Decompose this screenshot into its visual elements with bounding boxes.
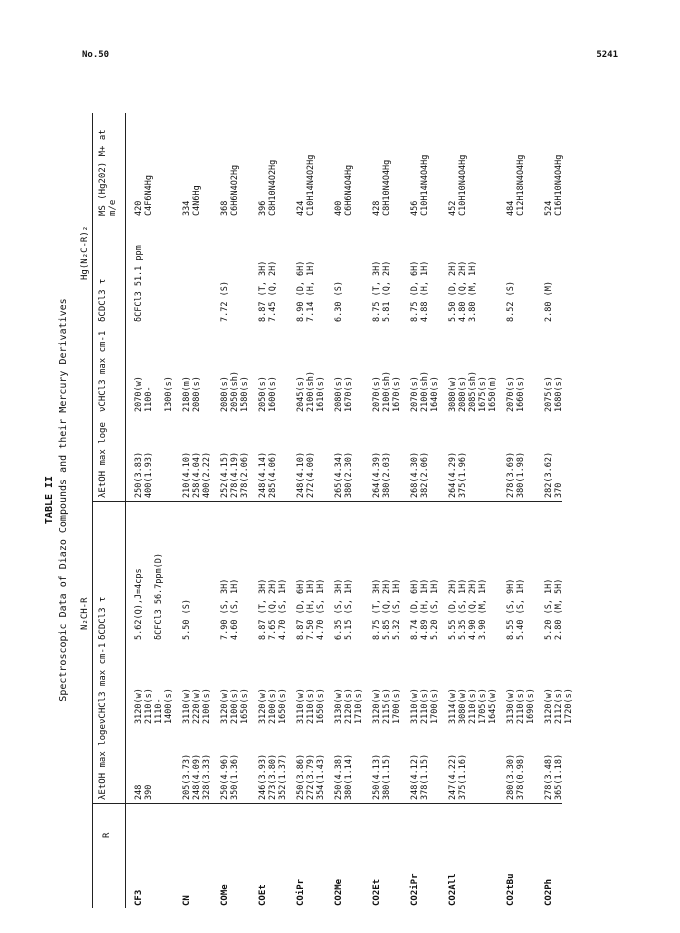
cell-uv: 248 390 <box>134 784 154 800</box>
cell-ir-hg: 2080(s) 2050(sh) 1580(s) <box>220 371 250 412</box>
cell-ir-hg: 3080(w) 2080(s) 2085(sh) 1675(s) 1650(m) <box>448 371 498 412</box>
cell-ir-hg: 2070(s) 1660(s) <box>506 376 526 412</box>
row-label: CF3 <box>134 889 144 906</box>
cell-ir: 3114(w) 3080(w) 2110(s) 1705(s) 1645(w) <box>448 688 498 724</box>
cell-uv: 250(4.96) 350(1.36) <box>220 753 240 800</box>
col-header-ms: MS (Hg202) M+ at m/e <box>98 129 118 216</box>
cell-nmr-hg: 8.75 (D, 6H) 4.88 (H, 1H) <box>410 260 430 322</box>
cell-ir-hg: 2050(s) 1600(s) <box>258 376 278 412</box>
cell-nmr: 8.87 (D, 6H) 7.50 (H, 1H) 4.70 (S, 1H) <box>296 578 326 640</box>
table-landscape <box>30 80 630 920</box>
cell-ir: 3120(w) 2112(s) 1720(s) <box>544 688 574 724</box>
cell-uv-hg: 264(4.39) 380(2.03) <box>372 451 392 498</box>
row-label: COEt <box>258 884 268 906</box>
row-label: COMe <box>220 884 230 906</box>
cell-ms: 396 C8H10N4O2Hg <box>258 159 278 216</box>
cell-ir-hg: 2070(s) 2100(sh) 1640(s) <box>410 371 440 412</box>
cell-ir: 3120(w) 2100(s) 1650(s) <box>258 688 288 724</box>
cell-nmr-hg: δCFCl3 51.1 ppm <box>134 245 144 322</box>
cell-uv-hg: 248(4.14) 285(4.06) <box>258 451 278 498</box>
cell-ms: 524 C16H10N4O4Hg <box>544 154 564 216</box>
cell-nmr-hg: 6.30 (S) <box>334 281 344 322</box>
table-subtitle: Spectroscopic Data of Diazo Compounds and their Mercury Derivatives <box>58 298 69 702</box>
cell-ms: 400 C6H6N4O4Hg <box>334 164 354 216</box>
cell-ir: 3110(w) 2110(s) 1650(s) <box>296 688 326 724</box>
row-label: CO2All <box>448 873 458 906</box>
cell-nmr: 5.20 (S, 1H) 2.80 (M, 5H) <box>544 578 564 640</box>
cell-uv: 280(3.30) 378(0.98) <box>506 753 526 800</box>
row-label: COiPr <box>296 878 306 906</box>
cell-ms: 424 C10H14N4O2Hg <box>296 154 316 216</box>
page-number-right: 5241 <box>596 50 618 60</box>
col-header-ir: νCHCl3 max cm-1 <box>98 642 108 724</box>
col-header-nmr: δCDCl3 τ <box>98 596 108 640</box>
cell-ir: 3120(w) 2100(s) 1650(s) <box>220 688 250 724</box>
rule-top <box>92 113 93 908</box>
cell-ms: 428 C8H10N4O4Hg <box>372 159 392 216</box>
cell-ms: 420 C4F6N4Hg <box>134 175 154 216</box>
cell-ir-hg: 2070(w) 1100- 1300(s) <box>134 376 174 412</box>
row-label: CN <box>182 895 192 906</box>
cell-nmr-hg: 8.52 (S) <box>506 281 516 322</box>
cell-ms: 368 C6H6N4O2Hg <box>220 164 240 216</box>
cell-uv: 247(4.22) 375(1.16) <box>448 753 468 800</box>
cell-ir-hg: 2075(s) 1680(s) <box>544 376 564 412</box>
rotated-table-area <box>30 80 670 920</box>
cell-uv-hg: 278(3.69) 380(1.98) <box>506 451 526 498</box>
rule-header <box>125 113 126 908</box>
cell-nmr-hg: 8.90 (D, 6H) 7.14 (H, 1H) <box>296 260 316 322</box>
col-header-uv-hg: λEtOH max loge <box>98 422 108 498</box>
cell-nmr-hg: 7.72 (S) <box>220 281 230 322</box>
cell-uv-hg: 252(4.15) 278(4.19) 378(2.06) <box>220 451 250 498</box>
cell-nmr: 5.50 (S) <box>182 599 192 640</box>
col-header-uv: λEtOH max loge <box>98 724 108 800</box>
cell-ir: 3110(w) 2110(s) 1700(s) <box>410 688 440 724</box>
row-label: CO2Me <box>334 878 344 906</box>
cell-ms: 456 C10H14N4O4Hg <box>410 154 430 216</box>
group-label-diazo: N₂CH-R <box>80 597 90 630</box>
cell-ir: 3130(w) 2110(s) 1690(s) <box>506 688 536 724</box>
cell-nmr-hg: 8.87 (T, 3H) 7.45 (Q, 2H) <box>258 260 278 322</box>
group-label-mercury: Hg(N₂C-R)₂ <box>80 225 90 280</box>
cell-ir-hg: 2070(s) 2100(sh) 1670(s) <box>372 371 402 412</box>
page-number-left: No.50 <box>82 50 110 60</box>
cell-nmr: 5.55 (D, 2H) 5.35 (S, 1H) 4.90 (Q, 2H) 3.90 (M, 1H) <box>448 578 488 640</box>
cell-ir-hg: 2180(m) 2080(s) <box>182 376 202 412</box>
cell-uv: 250(4.38) 380(1.14) <box>334 753 354 800</box>
cell-uv-hg: 268(4.30) 382(2.06) <box>410 451 430 498</box>
cell-nmr: 8.87 (T, 3H) 7.65 (Q, 2H) 4.70 (S, 1H) <box>258 578 288 640</box>
cell-nmr-hg: 2.80 (M) <box>544 281 554 322</box>
cell-nmr-hg: 8.75 (T, 3H) 5.81 (Q, 2H) <box>372 260 392 322</box>
cell-ir-hg: 2045(s) 2100(sh) 1610(s) <box>296 371 326 412</box>
cell-uv-hg: 282(3.62) 370 <box>544 451 564 498</box>
cell-ms: 484 C12H18N4O4Hg <box>506 154 526 216</box>
cell-nmr: 8.74 (D, 6H) 4.89 (H, 1H) 5.20 (S, 1H) <box>410 578 440 640</box>
cell-uv: 246(3.93) 273(3.80) 352(1.37) <box>258 753 288 800</box>
cell-ir: 3110(w) 2220(w) 2100(s) <box>182 688 212 724</box>
cell-uv: 248(4.12) 378(1.15) <box>410 753 430 800</box>
cell-ms: 334 C4N6Hg <box>182 185 202 216</box>
cell-nmr: 6.35 (S, 3H) 5.15 (S, 1H) <box>334 578 354 640</box>
cell-nmr: 5.62(Q),J=4cps δCFCl3 56.7ppm(D) <box>134 553 164 640</box>
cell-ir: 3120(w) 2115(s) 1700(s) <box>372 688 402 724</box>
cell-uv: 205(3.73) 248(4.09) 328(3.33) <box>182 753 212 800</box>
cell-ir: 3130(w) 2120(s) 1710(s) <box>334 688 364 724</box>
table-title: TABLE II <box>44 475 55 525</box>
row-label: CO2iPr <box>410 873 420 906</box>
row-label: CO2Et <box>372 878 382 906</box>
cell-uv-hg: 265(4.34) 380(2.30) <box>334 451 354 498</box>
cell-uv: 250(4.13) 380(1.15) <box>372 753 392 800</box>
cell-uv: 250(3.86) 272(3.79) 354(1.43) <box>296 753 326 800</box>
rule-vertical-r <box>92 803 562 804</box>
cell-uv-hg: 248(4.10) 272(4.00) <box>296 451 316 498</box>
cell-ir-hg: 2080(s) 1670(s) <box>334 376 354 412</box>
row-label: CO2Ph <box>544 878 554 906</box>
row-label: CO2tBu <box>506 873 516 906</box>
cell-uv-hg: 210(4.10) 258(4.04) 400(2.22) <box>182 451 212 498</box>
cell-nmr: 7.90 (S, 3H) 4.60 (S, 1H) <box>220 578 240 640</box>
cell-nmr: 8.55 (S, 9H) 5.40 (S, 1H) <box>506 578 526 640</box>
cell-nmr-hg: 5.50 (D, 2H) 4.80 (Q, 2H) 3.80 (M, 1H) <box>448 260 478 322</box>
col-header-ir-hg: νCHCl3 max cm-1 <box>98 330 108 412</box>
cell-nmr: 8.75 (T, 3H) 5.85 (Q, 2H) 5.32 (S, 1H) <box>372 578 402 640</box>
cell-uv-hg: 250(3.83) 400(1.93) <box>134 451 154 498</box>
cell-uv-hg: 264(4.29) 375(1.96) <box>448 451 468 498</box>
col-header-nmr-hg: δCDCl3 τ <box>98 278 108 322</box>
group-label-r: R <box>102 832 112 838</box>
cell-uv: 278(3.48) 365(1.18) <box>544 753 564 800</box>
rule-vertical-middle <box>92 501 562 502</box>
cell-ms: 452 C10H10N4O4Hg <box>448 154 468 216</box>
cell-ir: 3120(w) 2110(s) 1110- 1400(s) <box>134 688 174 724</box>
